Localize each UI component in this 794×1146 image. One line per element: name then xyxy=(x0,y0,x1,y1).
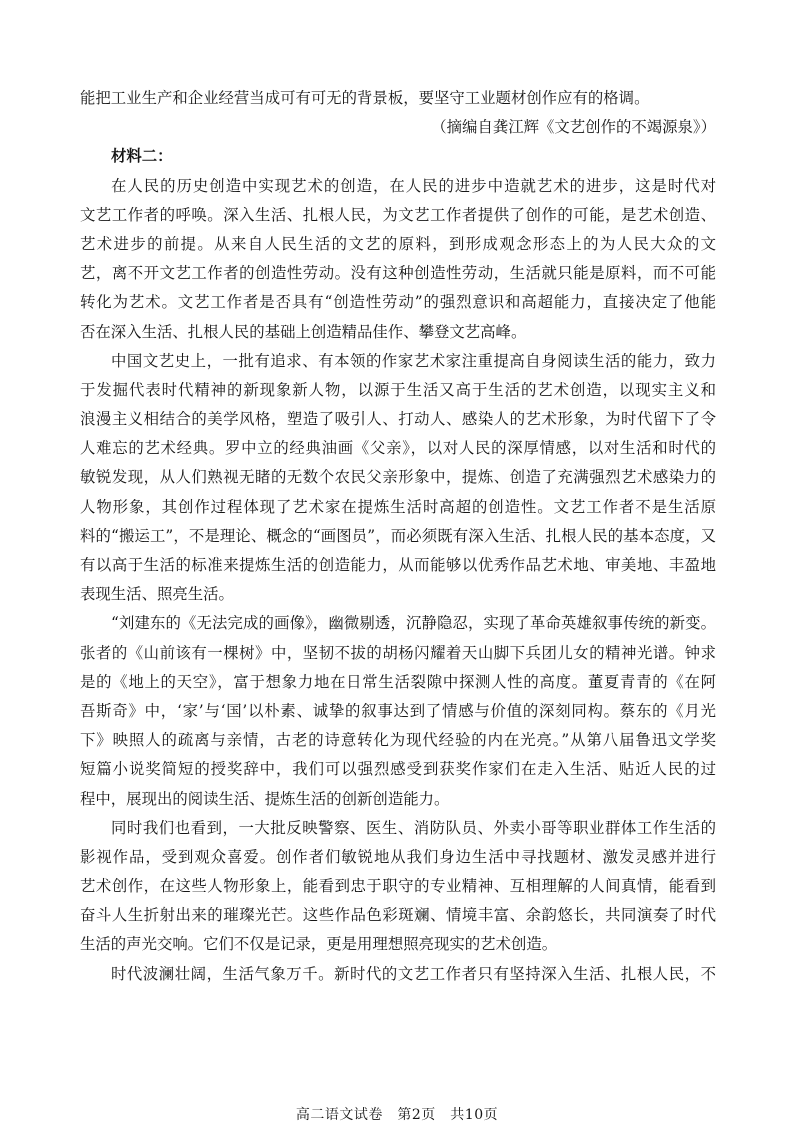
text-line: 人难忘的艺术经典。罗中立的经典油画《父亲》，以对人民的深厚情感，以对生活和时代的 xyxy=(80,439,716,458)
text-line: 否在深入生活、扎根人民的基础上创造精品佳作、攀登文艺高峰。 xyxy=(80,322,527,341)
text-line: 文艺工作者的呼唤。深入生活、扎根人民，为文艺工作者提供了创作的可能，是艺术创造、 xyxy=(80,205,716,224)
text-line: 张者的《山前该有一棵树》中，坚韧不拔的胡杨闪耀着天山脚下兵团儿女的精神光谱。钟求 xyxy=(80,643,716,662)
text-line: 影视作品，受到观众喜爱。创作者们敏锐地从我们身边生活中寻找题材、激发灵感并进行 xyxy=(80,847,716,866)
text-line: 吾斯奇》中，‘家’与‘国’以朴素、诚挚的叙事达到了情感与价值的深刻同构。蔡东的《月光 xyxy=(80,701,716,720)
text-line: “刘建东的《无法完成的画像》，幽微剔透，沉静隐忍，实现了革命英雄叙事传统的新变。 xyxy=(111,614,716,633)
text-line: 中国文艺史上，一批有追求、有本领的作家艺术家注重提高自身阅读生活的能力，致力 xyxy=(111,351,716,370)
text-line: 于发掘代表时代精神的新现象新人物，以源于生活又高于生活的艺术创造，以现实主义和 xyxy=(80,380,716,399)
text-line: 能把工业生产和企业经营当成可有可无的背景板，要坚守工业题材创作应有的格调。 xyxy=(80,89,650,107)
text-line: 短篇小说奖简短的授奖辞中，我们可以强烈感受到获奖作家们在走入生活、贴近人民的过 xyxy=(80,760,716,779)
text-line: 艺术进步的前提。从来自人民生活的文艺的原料，到形成观念形态上的为人民大众的文 xyxy=(80,234,716,253)
text-line: 转化为艺术。文艺工作者是否具有“创造性劳动”的强烈意识和高超能力，直接决定了他能 xyxy=(80,293,716,312)
page-footer: 高二语文试卷 第2页 共10页 xyxy=(295,1107,499,1123)
text-line: 敏锐发现，从人们熟视无睹的无数个农民父亲形象中，提炼、创造了充满强烈艺术感染力的 xyxy=(80,468,716,487)
text-line: 是的《地上的天空》，富于想象力地在日常生活裂隙中探测人性的高度。董夏青青的《在阿 xyxy=(80,672,716,691)
text-line: 浪漫主义相结合的美学风格，塑造了吸引人、打动人、感染人的艺术形象，为时代留下了令 xyxy=(80,410,716,429)
text-line: 艺，离不开文艺工作者的创造性劳动。没有这种创造性劳动，生活就只能是原料，而不可能 xyxy=(80,264,716,283)
text-line: 艺术创作，在这些人物形象上，能看到忠于职守的专业精神、互相理解的人间真情，能看到 xyxy=(80,877,716,896)
text-line: 有以高于生活的标准来提炼生活的创造能力，从而能够以优秀作品艺术地、审美地、丰盈地 xyxy=(80,556,716,574)
text-line: 生活的声光交响。它们不仅是记录，更是用理想照亮现实的艺术创造。 xyxy=(80,935,558,954)
text-line: 下》映照人的疏离与亲情，古老的诗意转化为现代经验的内在光亮。”从第八届鲁迅文学奖 xyxy=(80,731,716,750)
text-line: 人物形象，其创作过程体现了艺术家在提炼生活时高超的创造性。文艺工作者不是生活原 xyxy=(80,497,716,516)
text-line: 在人民的历史创造中实现艺术的创造，在人民的进步中造就艺术的进步，这是时代对 xyxy=(111,176,716,195)
section-heading: 材料二： xyxy=(111,147,173,166)
text-line: 同时我们也看到，一大批反映警察、医生、消防队员、外卖小哥等职业群体工作生活的 xyxy=(111,818,716,837)
text-line: 料的“搬运工”，不是理论、概念的“画图员”，而必须既有深入生活、扎根人民的基本态度，又 xyxy=(80,526,716,545)
article-body xyxy=(80,84,716,989)
text-line: 奋斗人生折射出来的璀璨光芒。这些作品色彩斑斓、情境丰富、余韵悠长，共同演奏了时代 xyxy=(80,906,716,925)
text-line: 表现生活、照亮生活。 xyxy=(80,585,234,604)
text-line: 程中，展现出的阅读生活、提炼生活的创新创造能力。 xyxy=(80,789,450,808)
source-citation: （摘编自龚江辉《文艺创作的不竭源泉》） xyxy=(431,118,716,137)
text-line: 时代波澜壮阔，生活气象万千。新时代的文艺工作者只有坚持深入生活、扎根人民，不 xyxy=(111,964,716,983)
